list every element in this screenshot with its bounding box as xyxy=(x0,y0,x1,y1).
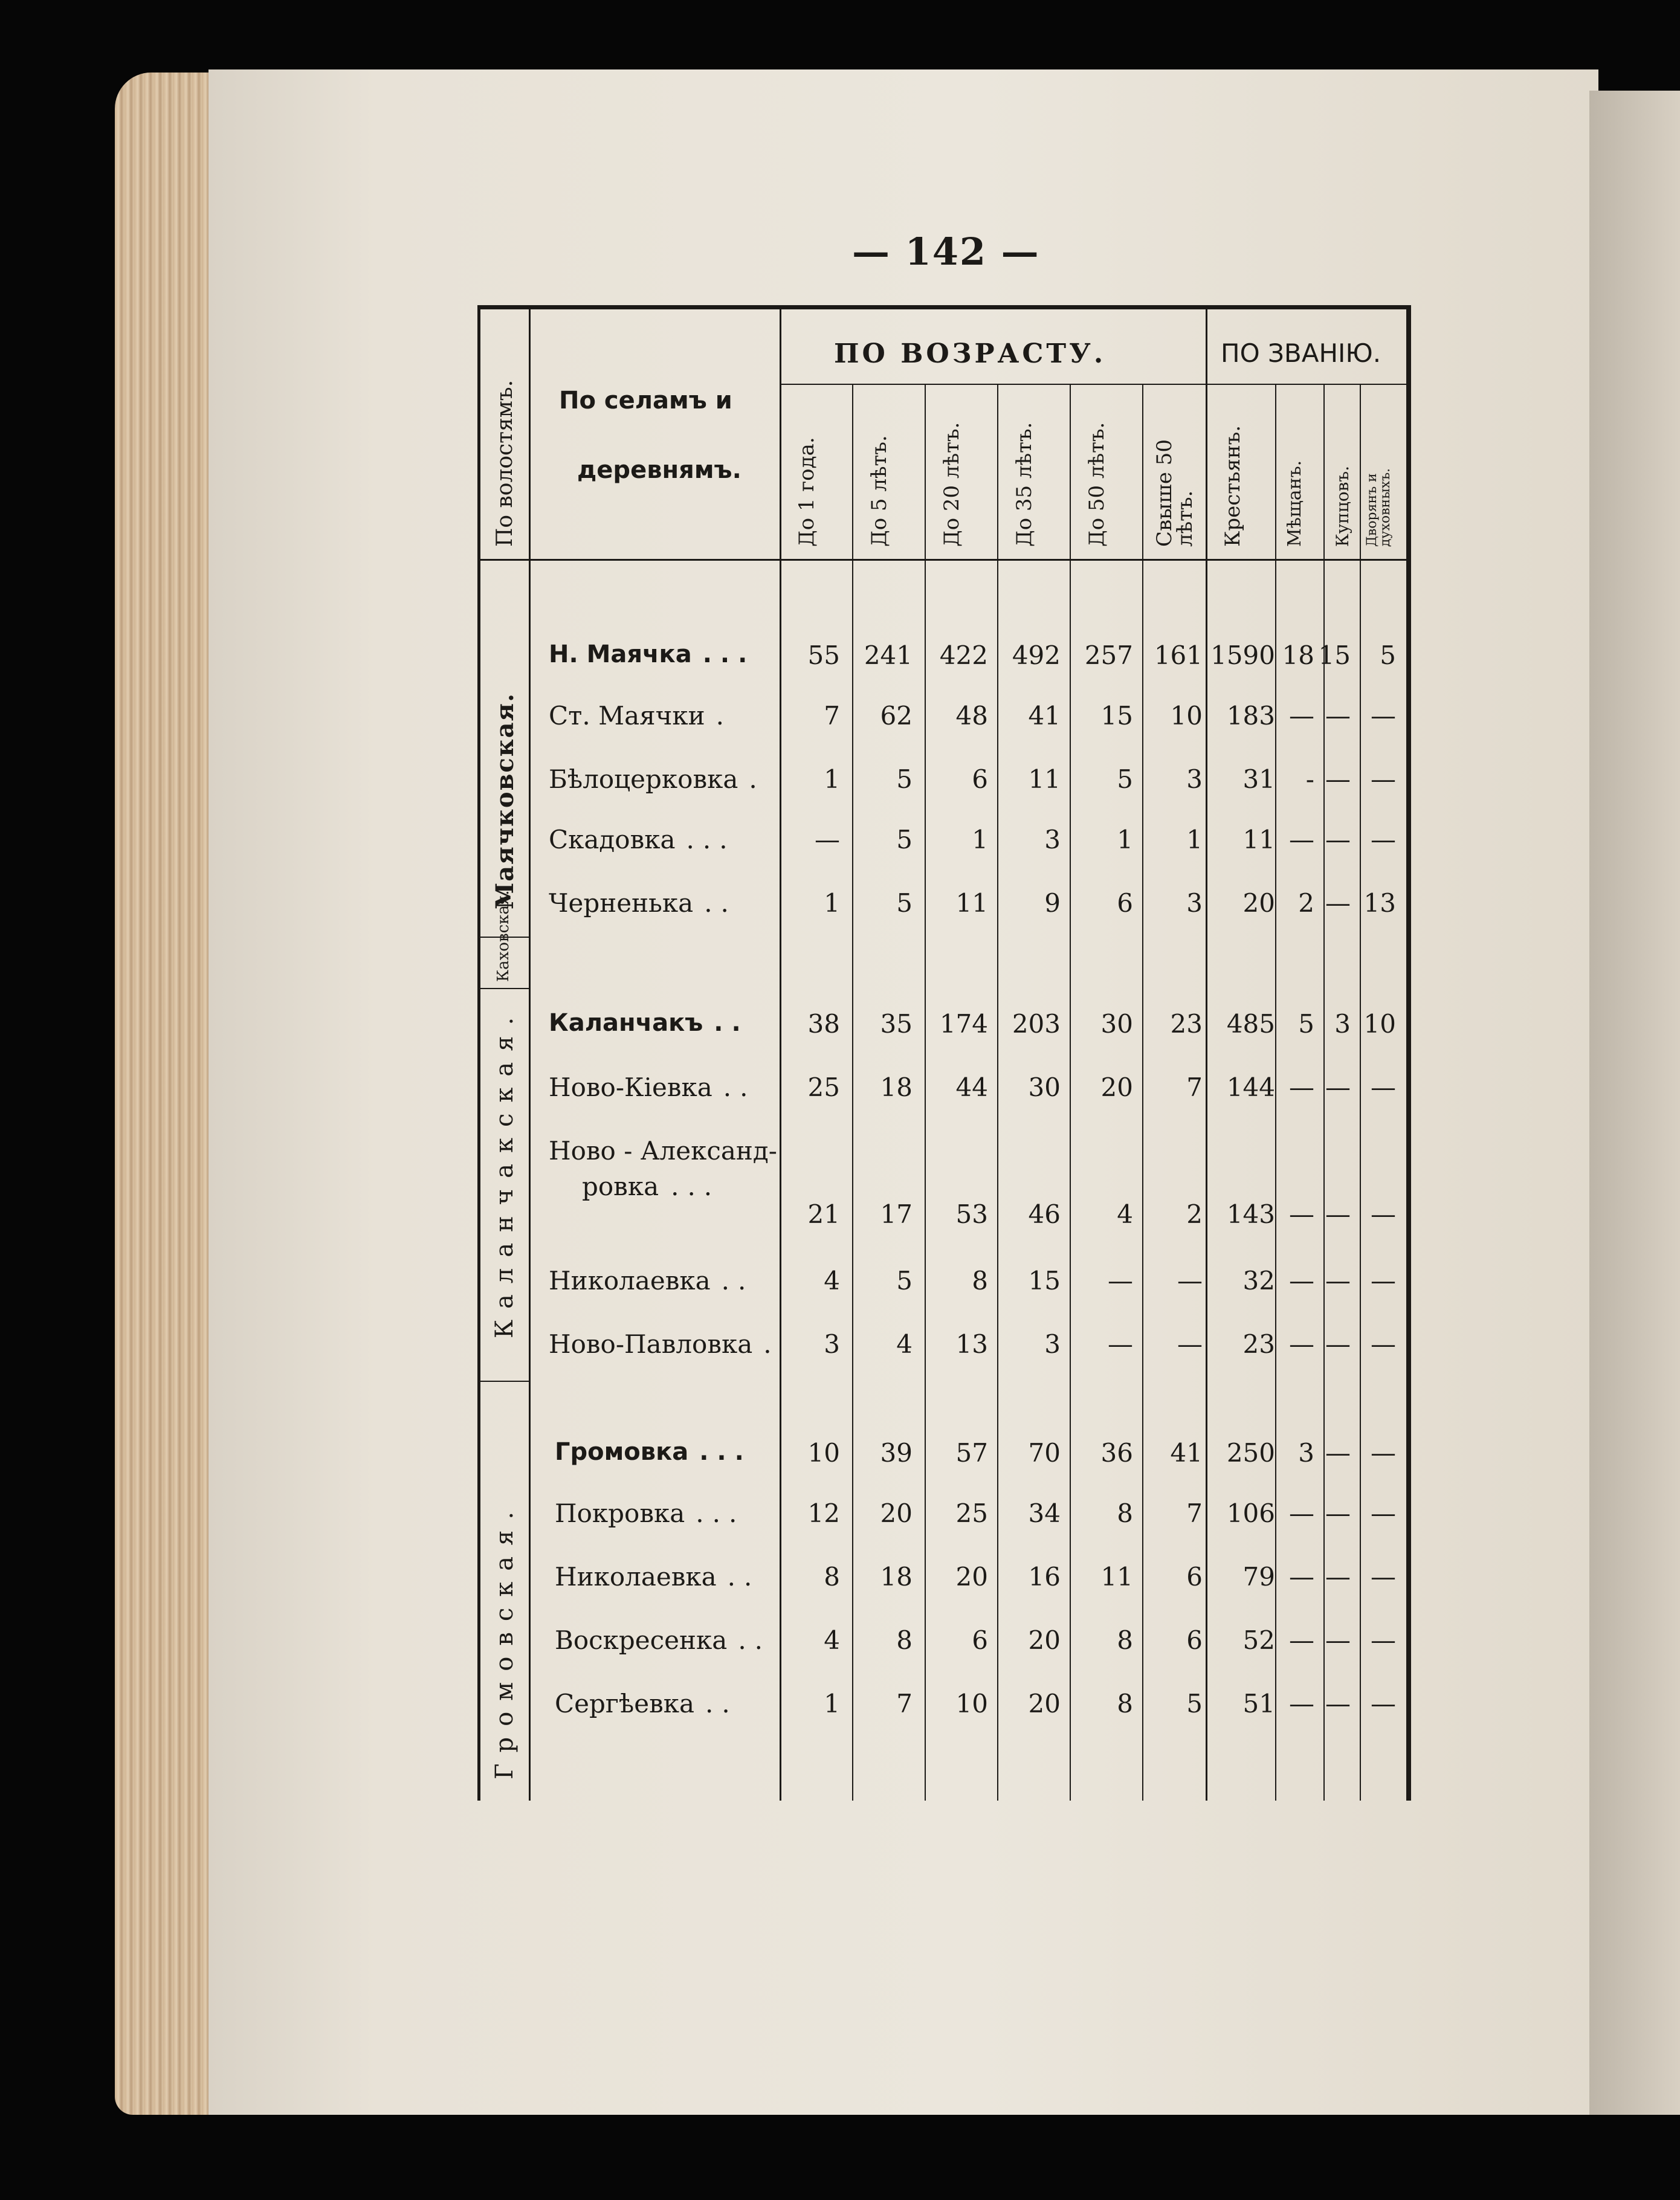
village-name-text: Каланчакъ xyxy=(549,1009,703,1037)
table-cell: 7 xyxy=(1186,1498,1203,1528)
table-cell: 20 xyxy=(880,1498,913,1528)
village-name xyxy=(549,1073,756,1102)
leader-dots: .. xyxy=(704,888,737,918)
table-cell: 8 xyxy=(1117,1689,1133,1718)
leader-dots: .. xyxy=(721,1266,755,1295)
table-left-border xyxy=(477,305,480,1801)
table-cell: 11 xyxy=(1100,1562,1133,1592)
village-name xyxy=(549,701,732,731)
village-name-text: Бѣлоцерковка xyxy=(549,764,738,794)
table-cell: 20 xyxy=(1028,1689,1061,1718)
table-cell: — xyxy=(1371,1329,1396,1359)
table-cell: — xyxy=(1289,1689,1314,1718)
table-cell: 5 xyxy=(1186,1689,1203,1718)
table-cell: 3 xyxy=(1334,1009,1351,1039)
column-header-2: До 5 лѣтъ. xyxy=(867,435,891,547)
table-cell: 17 xyxy=(880,1199,913,1229)
column-header-7: Крестьянъ. xyxy=(1221,425,1245,547)
column-header-8: Мѣщанъ. xyxy=(1284,460,1305,547)
volost-label: Маячковская. xyxy=(491,692,519,909)
village-name-text: Ново-Кіевка xyxy=(549,1073,712,1102)
table-cell: — xyxy=(1371,1266,1396,1295)
table-cell: 53 xyxy=(955,1199,988,1229)
book-page-edges xyxy=(115,73,224,2115)
table-cell: 10 xyxy=(807,1438,840,1468)
header-bottom-rule xyxy=(477,559,1408,561)
table-cell: 41 xyxy=(1170,1438,1203,1468)
table-cell: 16 xyxy=(1028,1562,1061,1592)
table-cell: — xyxy=(1325,1689,1351,1718)
table-cell: 10 xyxy=(955,1689,988,1718)
table-cell: 12 xyxy=(807,1498,840,1528)
table-cell: 3 xyxy=(824,1329,840,1359)
table-cell: 20 xyxy=(1242,888,1275,918)
table-cell: — xyxy=(1289,1625,1314,1655)
table-cell: 30 xyxy=(1028,1073,1061,1102)
page-number: — 142 — xyxy=(852,230,1040,274)
table-cell: 1 xyxy=(824,888,840,918)
table-cell: 4 xyxy=(824,1266,840,1295)
table-cell: 41 xyxy=(1028,701,1061,731)
leader-dots: .. xyxy=(727,1562,761,1592)
table-cell: 5 xyxy=(1298,1009,1314,1039)
village-name-text: Скадовка xyxy=(549,825,676,854)
table-cell: 13 xyxy=(1363,888,1396,918)
table-cell: 3 xyxy=(1298,1438,1314,1468)
village-name-text: Николаевка xyxy=(555,1562,717,1592)
table-cell: 21 xyxy=(807,1199,840,1229)
table-cell: 44 xyxy=(955,1073,988,1102)
leader-dots: ... xyxy=(671,1172,721,1201)
column-header-3: До 20 лѣтъ. xyxy=(940,422,964,547)
table-cell: — xyxy=(815,825,840,854)
village-name xyxy=(549,888,737,918)
table-cell: 6 xyxy=(1186,1625,1203,1655)
table-cell: 1 xyxy=(824,764,840,794)
table-cell: 257 xyxy=(1084,640,1133,670)
table-cell: 5 xyxy=(896,764,913,794)
table-cell: — xyxy=(1108,1266,1133,1295)
village-name-line1: Ново - Александ- xyxy=(549,1136,777,1166)
village-name-text: Ново-Павловка xyxy=(549,1329,753,1359)
village-name-text: Н. Маячка xyxy=(549,640,692,668)
table-cell: — xyxy=(1371,1562,1396,1592)
village-name-text: Воскресенка xyxy=(555,1625,728,1655)
table-cell: 183 xyxy=(1226,701,1275,731)
table-cell: 8 xyxy=(896,1625,913,1655)
table-cell: 241 xyxy=(864,640,913,670)
table-cell: 70 xyxy=(1028,1438,1061,1468)
village-name-text: Николаевка xyxy=(549,1266,711,1295)
table-cell: 34 xyxy=(1028,1498,1061,1528)
table-cell: 32 xyxy=(1242,1266,1275,1295)
table-cell: — xyxy=(1289,825,1314,854)
leader-dots: .. xyxy=(705,1689,738,1718)
table-cell: — xyxy=(1289,1199,1314,1229)
table-cell: 1 xyxy=(824,1689,840,1718)
census-table xyxy=(477,305,1432,1801)
table-cell: 20 xyxy=(1028,1625,1061,1655)
table-cell: 62 xyxy=(880,701,913,731)
village-name xyxy=(555,1562,760,1592)
table-cell: — xyxy=(1325,1562,1351,1592)
table-cell: 55 xyxy=(807,640,840,670)
col-divider xyxy=(1206,305,1207,1801)
volost-separator xyxy=(477,988,529,989)
group-header-rule xyxy=(780,384,1408,385)
table-cell: — xyxy=(1371,1438,1396,1468)
volost-label: Громовская. xyxy=(491,1500,519,1779)
table-cell: 144 xyxy=(1226,1073,1275,1102)
table-cell: — xyxy=(1371,1498,1396,1528)
column-header-4: До 35 лѣтъ. xyxy=(1012,422,1036,547)
table-cell: — xyxy=(1177,1329,1203,1359)
village-name xyxy=(555,1438,752,1466)
table-cell: 30 xyxy=(1100,1009,1133,1039)
table-cell: — xyxy=(1289,1266,1314,1295)
table-cell: 7 xyxy=(824,701,840,731)
table-cell: — xyxy=(1325,1073,1351,1102)
table-cell: — xyxy=(1325,1438,1351,1468)
table-cell: — xyxy=(1325,701,1351,731)
table-cell: 11 xyxy=(1028,764,1061,794)
table-cell: 1 xyxy=(972,825,988,854)
volost-separator xyxy=(477,1381,529,1382)
age-group-header: ПО ВОЗРАСТУ. xyxy=(834,338,1107,369)
village-name xyxy=(549,764,766,794)
table-cell: — xyxy=(1371,701,1396,731)
table-cell: 422 xyxy=(939,640,988,670)
leader-dots: . xyxy=(763,1329,780,1359)
leader-dots: .. xyxy=(723,1073,757,1102)
table-cell: — xyxy=(1371,825,1396,854)
volost-column-header: По волостямъ. xyxy=(493,379,517,547)
leader-dots: .. xyxy=(738,1625,772,1655)
village-name-text: Ст. Маячки xyxy=(549,701,705,731)
table-cell: 4 xyxy=(1117,1199,1133,1229)
table-top-border xyxy=(477,305,1408,309)
table-cell: — xyxy=(1177,1266,1203,1295)
table-cell: 35 xyxy=(880,1009,913,1039)
table-cell: 6 xyxy=(1117,888,1133,918)
table-cell: 11 xyxy=(1242,825,1275,854)
village-name xyxy=(555,1689,738,1718)
table-cell: — xyxy=(1371,1689,1396,1718)
table-cell: 18 xyxy=(880,1073,913,1102)
volost-label: Каланчакская. xyxy=(491,1006,519,1338)
table-cell: 23 xyxy=(1170,1009,1203,1039)
table-cell: 8 xyxy=(972,1266,988,1295)
table-cell: 18 xyxy=(880,1562,913,1592)
table-cell: 2 xyxy=(1298,888,1314,918)
table-cell: 52 xyxy=(1242,1625,1275,1655)
leader-dots: ... xyxy=(696,1498,746,1528)
table-cell: 15 xyxy=(1100,701,1133,731)
table-cell: — xyxy=(1371,764,1396,794)
table-cell: 3 xyxy=(1186,764,1203,794)
table-right-border xyxy=(1406,305,1411,1801)
table-cell: 18 xyxy=(1282,640,1314,670)
village-name xyxy=(549,1136,777,1201)
table-cell: 1 xyxy=(1186,825,1203,854)
table-cell: 3 xyxy=(1044,825,1061,854)
table-cell: — xyxy=(1371,1625,1396,1655)
table-cell: 106 xyxy=(1226,1498,1275,1528)
table-cell: 79 xyxy=(1242,1562,1275,1592)
table-cell: 20 xyxy=(955,1562,988,1592)
table-cell: 20 xyxy=(1100,1073,1133,1102)
leader-dots: . xyxy=(749,764,766,794)
table-cell: 1590 xyxy=(1210,640,1275,670)
table-cell: — xyxy=(1108,1329,1133,1359)
table-cell: — xyxy=(1289,1329,1314,1359)
village-name-text: Громовка xyxy=(555,1438,689,1466)
table-cell: 51 xyxy=(1242,1689,1275,1718)
village-name-text: Черненька xyxy=(549,888,694,918)
column-header-10: Дворянъ и духовныхъ. xyxy=(1365,468,1393,547)
village-column-header-line2: деревнямъ. xyxy=(577,456,741,484)
table-cell: 8 xyxy=(1117,1625,1133,1655)
table-cell: — xyxy=(1325,764,1351,794)
table-cell: 31 xyxy=(1242,764,1275,794)
village-name-line2 xyxy=(549,1172,777,1201)
table-cell: 5 xyxy=(1117,764,1133,794)
leader-dots: .. xyxy=(714,1009,749,1037)
leader-dots: ... xyxy=(702,640,756,668)
table-cell: 250 xyxy=(1226,1438,1275,1468)
table-cell: 174 xyxy=(939,1009,988,1039)
village-name xyxy=(549,1329,780,1359)
table-cell: 8 xyxy=(1117,1498,1133,1528)
table-cell: — xyxy=(1325,1498,1351,1528)
table-cell: 6 xyxy=(972,764,988,794)
column-header-9: Купцовъ. xyxy=(1333,465,1352,547)
table-cell: — xyxy=(1325,888,1351,918)
table-cell: 7 xyxy=(1186,1073,1203,1102)
leader-dots: ... xyxy=(686,825,736,854)
table-cell: — xyxy=(1325,1329,1351,1359)
village-name-text: ровка xyxy=(582,1172,659,1201)
table-cell: 15 xyxy=(1318,640,1351,670)
table-cell: — xyxy=(1289,701,1314,731)
leader-dots: ... xyxy=(699,1438,752,1466)
table-cell: 6 xyxy=(972,1625,988,1655)
village-name xyxy=(555,1498,745,1528)
table-cell: — xyxy=(1371,1073,1396,1102)
village-name-text: Покровка xyxy=(555,1498,685,1528)
table-cell: 25 xyxy=(807,1073,840,1102)
table-cell: 5 xyxy=(896,1266,913,1295)
table-cell: 5 xyxy=(1380,640,1396,670)
table-cell: — xyxy=(1371,1199,1396,1229)
village-name xyxy=(549,1266,754,1295)
table-cell: 23 xyxy=(1242,1329,1275,1359)
table-cell: 203 xyxy=(1012,1009,1061,1039)
table-cell: 39 xyxy=(880,1438,913,1468)
village-column-header-line1: По селамъ и xyxy=(559,387,732,415)
table-cell: 1 xyxy=(1117,825,1133,854)
table-cell: — xyxy=(1289,1562,1314,1592)
table-cell: 9 xyxy=(1044,888,1061,918)
table-cell: 5 xyxy=(896,825,913,854)
table-cell: 5 xyxy=(896,888,913,918)
column-header-5: До 50 лѣтъ. xyxy=(1085,422,1109,547)
table-cell: 10 xyxy=(1363,1009,1396,1039)
table-cell: — xyxy=(1289,1073,1314,1102)
table-cell: 492 xyxy=(1012,640,1061,670)
table-cell: 38 xyxy=(807,1009,840,1039)
leader-dots: . xyxy=(716,701,732,731)
opposite-page-edge xyxy=(1589,91,1680,2115)
table-cell: 4 xyxy=(896,1329,913,1359)
table-cell: — xyxy=(1325,1266,1351,1295)
table-cell: — xyxy=(1325,1625,1351,1655)
table-cell: 2 xyxy=(1186,1199,1203,1229)
table-cell: 48 xyxy=(955,701,988,731)
table-cell: 13 xyxy=(955,1329,988,1359)
village-name xyxy=(549,640,755,668)
village-name-text: Сергѣевка xyxy=(555,1689,694,1718)
column-header-6: Свыше 50 лѣтъ. xyxy=(1152,439,1197,547)
table-cell: 15 xyxy=(1028,1266,1061,1295)
table-cell: 143 xyxy=(1226,1199,1275,1229)
table-cell: 36 xyxy=(1100,1438,1133,1468)
table-cell: 11 xyxy=(955,888,988,918)
table-cell: 4 xyxy=(824,1625,840,1655)
table-cell: - xyxy=(1305,764,1314,794)
table-cell: — xyxy=(1325,825,1351,854)
col-divider xyxy=(529,305,531,1801)
table-cell: 25 xyxy=(955,1498,988,1528)
table-cell: 161 xyxy=(1154,640,1203,670)
village-name xyxy=(549,825,736,854)
table-cell: 485 xyxy=(1226,1009,1275,1039)
table-cell: 57 xyxy=(955,1438,988,1468)
table-cell: 3 xyxy=(1186,888,1203,918)
table-cell: — xyxy=(1325,1199,1351,1229)
column-header-1: До 1 года. xyxy=(795,437,819,547)
table-cell: 10 xyxy=(1170,701,1203,731)
table-cell: 3 xyxy=(1044,1329,1061,1359)
table-cell: 46 xyxy=(1028,1199,1061,1229)
village-name xyxy=(549,1009,749,1037)
table-cell: 8 xyxy=(824,1562,840,1592)
rank-group-header: ПО ЗВАНІЮ. xyxy=(1221,338,1381,368)
volost-label: Каховская. xyxy=(494,890,512,982)
table-cell: 6 xyxy=(1186,1562,1203,1592)
village-name xyxy=(555,1625,771,1655)
table-cell: — xyxy=(1289,1498,1314,1528)
table-cell: 7 xyxy=(896,1689,913,1718)
